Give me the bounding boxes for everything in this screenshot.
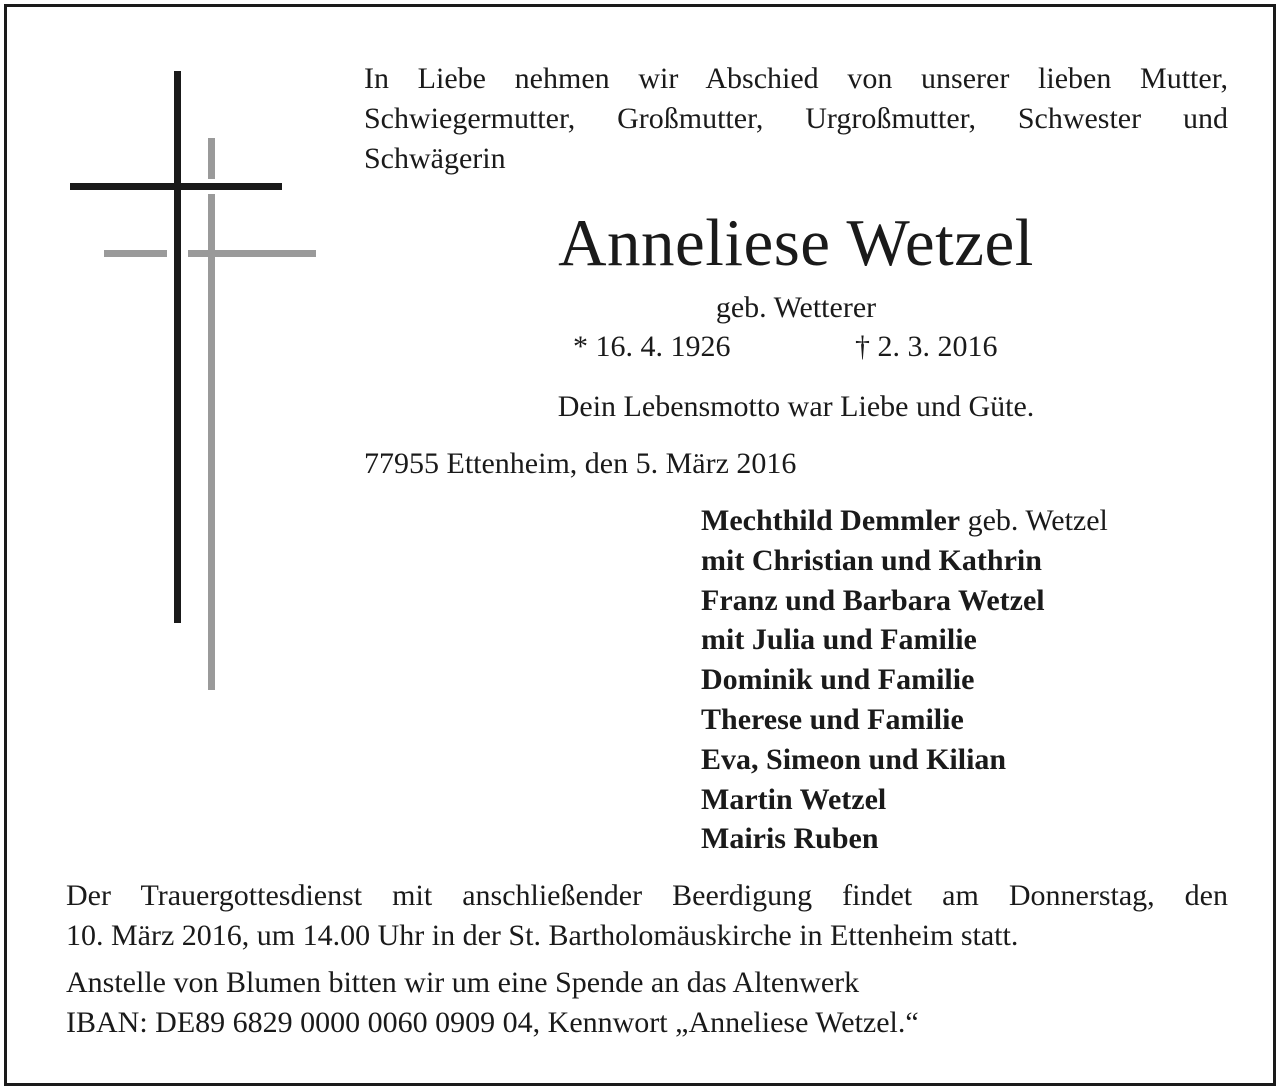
mourner-name: Eva, Simeon und Kilian [701, 742, 1007, 776]
donation-line-2: IBAN: DE89 6829 0000 0060 0909 04, Kennwort „Anneliese Wetzel.“ [66, 1006, 919, 1039]
mourner-name: Franz und Barbara Wetzel [701, 583, 1045, 617]
mourner-row [701, 501, 1108, 541]
mourner-note: geb. Wetzel [960, 504, 1108, 537]
mourner-row [701, 780, 1108, 820]
mourner-name: Therese und Familie [701, 702, 964, 736]
place-and-date: 77955 Ettenheim, den 5. März 2016 [364, 447, 797, 480]
service-line-1: Der Trauergottesdienst mit anschließender Beerdigung findet am Donnerstag, den [66, 879, 1228, 912]
black-cross-vertical-bar [174, 71, 181, 623]
mourner-row [701, 740, 1108, 780]
black-cross-horizontal-bar [70, 183, 282, 190]
grey-cross-vertical-bar [208, 138, 215, 690]
birth-name: geb. Wetterer [715, 291, 877, 324]
grey-cross-horizontal-bar [104, 250, 316, 257]
mourner-name: mit Julia und Familie [701, 623, 977, 657]
donation-line-1: Anstelle von Blumen bitten wir um eine Spende an das Altenwerk [66, 966, 860, 999]
mourner-name: Mechthild Demmler [701, 504, 961, 537]
mourner-name: mit Christian und Kathrin [701, 543, 1042, 577]
service-line-2: 10. März 2016, um 14.00 Uhr in der St. Bartholomäuskirche in Ettenheim statt. [66, 919, 1019, 952]
mourner-name: Dominik und Familie [701, 663, 975, 697]
birth-date: * 16. 4. 1926 [573, 330, 731, 363]
mourner-row [701, 660, 1108, 700]
death-date: † 2. 3. 2016 [855, 330, 998, 363]
deceased-name: Anneliese Wetzel [558, 206, 1034, 280]
mourner-name: Martin Wetzel [701, 782, 887, 816]
funeral-service-info [66, 876, 1228, 956]
mourner-name: Mairis Ruben [701, 822, 879, 856]
mourner-row [701, 541, 1108, 581]
mourners-list [701, 501, 1108, 859]
mourner-row [701, 819, 1108, 859]
obituary-notice [4, 4, 1276, 1086]
mourner-row [701, 700, 1108, 740]
mourner-row [701, 620, 1108, 660]
mourner-row [701, 581, 1108, 621]
donation-info [66, 963, 1228, 1043]
intro-text: In Liebe nehmen wir Abschied von unserer lieben Mutter, Schwiegermutter, Großmutter, Urgroßmutter, Schwester und Schwägerin [364, 62, 1228, 175]
life-motto: Dein Lebensmotto war Liebe und Güte. [557, 390, 1035, 423]
